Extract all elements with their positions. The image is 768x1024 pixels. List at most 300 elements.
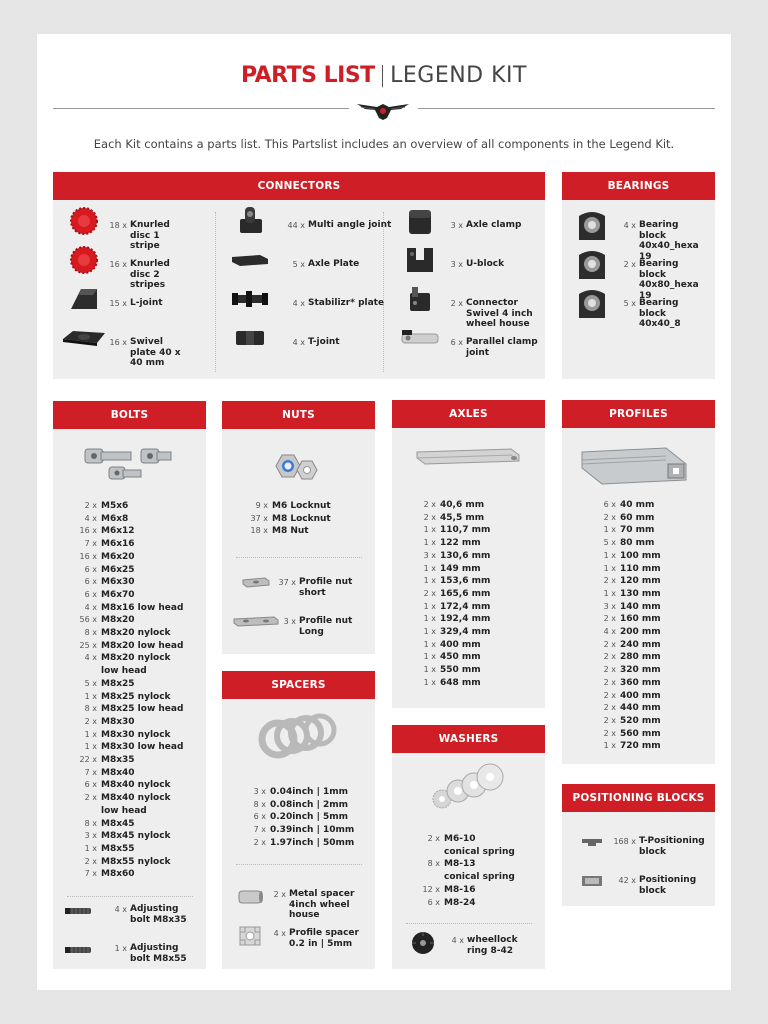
table-row — [416, 499, 510, 512]
row-name-line: 122 mm — [440, 538, 481, 549]
row-quantity: 37 x — [250, 513, 268, 523]
table-row — [416, 613, 510, 626]
row-name-line: M8x25 low head — [101, 704, 184, 715]
spacers-panel — [222, 671, 375, 969]
item-quantity: 42 x — [618, 876, 636, 885]
positioning-heading: POSITIONING BLOCKS — [562, 784, 715, 812]
item-name: Adjusting bolt M8x35 — [130, 904, 187, 925]
row-name-line: 560 mm — [620, 728, 661, 739]
table-row — [75, 500, 193, 513]
table-row — [75, 792, 193, 817]
row-name-line: M8 Nut — [272, 526, 309, 537]
row-quantity: 2 x — [84, 793, 97, 803]
row-quantity: 1 x — [84, 843, 97, 853]
row-quantity: 7 x — [84, 539, 97, 549]
spacers-heading: SPACERS — [222, 671, 375, 699]
row-name — [101, 500, 193, 513]
table-row — [592, 550, 690, 563]
row-quantity: 7 x — [253, 825, 266, 835]
row-name — [101, 602, 193, 615]
row-name — [440, 601, 510, 614]
item-name: Knurled disc 2 stripes — [130, 259, 170, 290]
row-name — [620, 626, 690, 639]
row-name-line: 130 mm — [620, 588, 661, 599]
item-quantity: 2 x — [450, 299, 463, 308]
row-name — [101, 551, 193, 564]
table-row — [242, 799, 364, 812]
table-row — [416, 524, 510, 537]
row-name-line: 648 mm — [440, 677, 481, 688]
dotted-divider — [236, 557, 362, 558]
table-row — [592, 702, 690, 715]
row-quantity: 3 x — [84, 831, 97, 841]
row-name-line: 60 mm — [620, 512, 655, 523]
row-name-line: 165,6 mm — [440, 588, 491, 599]
item-quantity: 4 x — [292, 338, 305, 347]
list-item — [107, 943, 194, 964]
row-name — [101, 678, 193, 691]
row-name-line: M8-13 — [444, 859, 476, 870]
row-name — [101, 691, 193, 704]
row-name-line: 110,7 mm — [440, 525, 491, 536]
table-row — [416, 664, 510, 677]
row-name-line: 440 mm — [620, 703, 661, 714]
table-row — [75, 716, 193, 729]
table-row — [75, 513, 193, 526]
table-row — [416, 884, 524, 897]
table-row — [592, 499, 690, 512]
row-name — [101, 703, 193, 716]
item-name: Bearing block 40x80_hexa 19 — [639, 259, 699, 301]
item-name: Positioning block — [639, 875, 697, 896]
positioning-panel — [562, 784, 715, 906]
row-name — [620, 588, 690, 601]
table-row — [592, 664, 690, 677]
row-quantity: 6 x — [427, 897, 440, 907]
table-row — [242, 500, 352, 513]
row-name — [101, 538, 193, 551]
row-quantity: 2 x — [603, 512, 616, 522]
table-row — [75, 830, 193, 843]
table-row — [242, 786, 364, 799]
row-name — [101, 767, 193, 780]
row-name-line: M6x20 — [101, 551, 135, 562]
column-divider — [215, 212, 216, 372]
row-quantity: 2 x — [84, 856, 97, 866]
list-item — [97, 298, 192, 310]
table-row — [75, 525, 193, 538]
row-quantity: 2 x — [603, 576, 616, 586]
item-quantity: 4 x — [623, 221, 636, 230]
row-name-line: M8x25 nylock — [101, 691, 171, 702]
row-name-line: 0.39inch | 10mm — [270, 825, 355, 836]
item-quantity: 3 x — [283, 617, 296, 626]
washers-list — [416, 833, 524, 909]
row-name — [101, 830, 193, 843]
row-name — [101, 576, 193, 589]
row-name-line: 160 mm — [620, 614, 661, 625]
row-name-line: 120 mm — [620, 576, 661, 587]
row-quantity: 6 x — [84, 780, 97, 790]
row-name — [444, 858, 524, 883]
table-row — [75, 691, 193, 704]
row-name — [440, 677, 510, 690]
table-row — [592, 563, 690, 576]
item-name: wheellock ring 8-42 — [467, 935, 518, 956]
metal-spacer-icon — [230, 885, 270, 909]
row-name — [620, 613, 690, 626]
row-name-line: M6x30 — [101, 577, 135, 588]
table-row — [75, 652, 193, 677]
item-name: Connector Swivel 4 inch wheel house — [466, 298, 533, 329]
bolts-heading: BOLTS — [53, 401, 206, 429]
row-quantity: 16 x — [79, 551, 97, 561]
row-name — [440, 651, 510, 664]
row-name-line: 40,6 mm — [440, 500, 485, 510]
item-quantity: 2 x — [273, 890, 286, 899]
row-quantity: 7 x — [84, 869, 97, 879]
row-name — [620, 550, 690, 563]
row-name-line: M8x40 — [101, 767, 135, 778]
row-name-line: M8x16 low head — [101, 602, 184, 613]
table-row — [75, 818, 193, 831]
table-row — [592, 601, 690, 614]
item-quantity: 4 x — [451, 936, 464, 945]
list-item — [606, 875, 705, 896]
row-quantity: 1 x — [603, 588, 616, 598]
table-row — [75, 589, 193, 602]
table-row — [592, 728, 690, 741]
row-quantity: 1 x — [603, 741, 616, 751]
row-quantity: 1 x — [423, 525, 436, 535]
table-row — [416, 601, 510, 614]
row-quantity: 6 x — [84, 589, 97, 599]
column-divider — [383, 212, 384, 372]
table-row — [416, 677, 510, 690]
item-name: Stabilizr* plate — [308, 298, 385, 308]
wheellock-ring-icon — [408, 928, 438, 958]
item-quantity: 3 x — [450, 221, 463, 230]
table-row — [416, 512, 510, 525]
list-item — [265, 220, 392, 232]
row-quantity: 2 x — [603, 715, 616, 725]
table-row — [416, 858, 524, 883]
table-row — [592, 626, 690, 639]
row-quantity: 5 x — [603, 538, 616, 548]
row-name-line: 1.97inch | 50mm — [270, 837, 355, 848]
row-name — [620, 702, 690, 715]
list-item — [614, 259, 705, 301]
row-name — [101, 589, 193, 602]
row-name — [440, 524, 510, 537]
list-item — [614, 298, 705, 330]
item-name: T-joint — [308, 337, 340, 347]
item-name: Knurled disc 1 stripe — [130, 220, 170, 251]
list-item — [270, 928, 367, 949]
bolts-list — [75, 500, 193, 881]
row-name — [101, 843, 193, 856]
item-name: Swivel plate 40 x 40 mm — [130, 337, 181, 368]
row-quantity: 56 x — [79, 615, 97, 625]
row-name — [101, 856, 193, 869]
list-item — [265, 337, 392, 349]
table-row — [242, 824, 364, 837]
table-row — [75, 729, 193, 742]
adjusting-bolt-icon — [61, 902, 97, 920]
row-quantity: 2 x — [603, 728, 616, 738]
row-name-line: M8x30 low head — [101, 742, 184, 753]
list-item — [444, 935, 529, 956]
row-name — [440, 563, 510, 576]
table-row — [242, 525, 352, 538]
row-name — [440, 499, 510, 512]
row-name-line: M8x35 — [101, 755, 135, 766]
row-name — [620, 537, 690, 550]
row-name-line: 45,5 mm — [440, 512, 485, 523]
row-name — [444, 833, 524, 858]
row-quantity: 1 x — [423, 601, 436, 611]
list-item — [429, 259, 544, 271]
row-name-line: 320 mm — [620, 665, 661, 676]
list-item — [276, 616, 363, 637]
table-row — [75, 703, 193, 716]
row-name — [101, 818, 193, 831]
row-name-line: 149 mm — [440, 563, 481, 574]
row-name — [272, 513, 352, 526]
row-quantity: 2 x — [423, 588, 436, 598]
row-name — [620, 499, 690, 512]
row-name — [440, 588, 510, 601]
item-quantity: 3 x — [450, 260, 463, 269]
list-item — [107, 904, 194, 925]
item-name: T-Positioning block — [639, 836, 705, 857]
row-name-line: M8 Locknut — [272, 513, 331, 524]
list-item — [97, 259, 192, 291]
row-name-line: M8-16 — [444, 884, 476, 895]
row-name — [272, 525, 352, 538]
row-quantity: 8 x — [253, 799, 266, 809]
row-quantity: 1 x — [423, 652, 436, 662]
row-quantity: 18 x — [250, 526, 268, 536]
item-name: Bearing block 40x40_8 — [639, 298, 681, 329]
table-row — [75, 843, 193, 856]
row-name-line: M6x8 — [101, 513, 129, 524]
list-item — [97, 220, 192, 252]
table-row — [75, 754, 193, 767]
row-name-line: M8x40 nylock — [101, 793, 171, 804]
table-row — [416, 537, 510, 550]
item-quantity: 4 x — [273, 929, 286, 938]
row-name — [101, 741, 193, 754]
item-quantity: 168 x — [613, 837, 636, 846]
row-name-line: M8x55 — [101, 843, 135, 854]
title-rule-left — [53, 108, 349, 109]
table-row — [75, 767, 193, 780]
row-name-line: 0.20inch | 5mm — [270, 812, 349, 823]
row-name — [101, 729, 193, 742]
table-row — [242, 837, 364, 850]
row-quantity: 8 x — [427, 859, 440, 869]
wing-logo-icon — [355, 98, 411, 122]
bearing-block-icon — [574, 286, 610, 322]
table-row — [416, 626, 510, 639]
item-quantity: 16 x — [109, 338, 127, 347]
row-quantity: 1 x — [84, 691, 97, 701]
row-name-line: M6x70 — [101, 589, 135, 600]
row-name-line: 520 mm — [620, 715, 661, 726]
row-quantity: 2 x — [84, 716, 97, 726]
row-name-line: M8x55 nylock — [101, 856, 171, 867]
item-name: Metal spacer 4inch wheel house — [289, 889, 355, 920]
washers-image — [428, 763, 508, 813]
row-name — [101, 627, 193, 640]
item-quantity: 37 x — [278, 578, 296, 587]
row-quantity: 5 x — [84, 678, 97, 688]
row-name — [101, 564, 193, 577]
table-row — [592, 512, 690, 525]
row-quantity: 2 x — [603, 652, 616, 662]
row-name-line: M8x30 — [101, 716, 135, 727]
row-name-line: 0.08inch | 2mm — [270, 799, 349, 810]
table-row — [75, 627, 193, 640]
row-quantity: 1 x — [423, 627, 436, 637]
title-bold: PARTS LIST — [241, 63, 375, 88]
row-name — [272, 500, 352, 513]
row-name — [444, 884, 524, 897]
row-name — [620, 677, 690, 690]
row-name-line: M8x45 — [101, 818, 135, 829]
row-quantity: 1 x — [603, 550, 616, 560]
item-quantity: 18 x — [109, 221, 127, 230]
row-quantity: 1 x — [423, 538, 436, 548]
row-name — [620, 524, 690, 537]
item-name: Profile nut Long — [299, 616, 353, 637]
item-name: Axle Plate — [308, 259, 360, 269]
table-row — [592, 740, 690, 753]
row-name-line: M6 Locknut — [272, 501, 331, 511]
row-name-line: 200 mm — [620, 627, 661, 638]
table-row — [242, 513, 352, 526]
table-row — [592, 639, 690, 652]
row-quantity: 8 x — [84, 818, 97, 828]
row-name — [444, 897, 524, 910]
adjusting-bolt-icon — [61, 941, 97, 959]
table-row — [75, 678, 193, 691]
row-quantity: 8 x — [84, 704, 97, 714]
row-name-line: M5x6 — [101, 501, 129, 511]
row-quantity: 25 x — [79, 640, 97, 650]
row-name-line: 130,6 mm — [440, 550, 491, 561]
title-separator: | — [378, 63, 387, 88]
axles-heading: AXLES — [392, 400, 545, 428]
row-name — [101, 513, 193, 526]
table-row — [416, 651, 510, 664]
row-name-line: 280 mm — [620, 652, 661, 663]
row-name — [620, 715, 690, 728]
row-quantity: 3 x — [253, 787, 266, 796]
profile-spacer-icon — [230, 924, 270, 948]
row-quantity: 1 x — [603, 563, 616, 573]
nuts-panel — [222, 401, 375, 654]
table-row — [75, 856, 193, 869]
axles-list — [416, 499, 510, 690]
row-quantity: 4 x — [84, 653, 97, 663]
row-name-line: 40 mm — [620, 500, 655, 510]
row-quantity: 1 x — [423, 639, 436, 649]
intro-text: Each Kit contains a parts list. This Partslist includes an overview of all components in the Legend Kit. — [93, 137, 675, 151]
row-quantity: 12 x — [422, 884, 440, 894]
row-name-line: 140 mm — [620, 601, 661, 612]
bolts-image — [81, 443, 177, 489]
row-name — [620, 563, 690, 576]
row-name — [101, 792, 193, 817]
row-name — [101, 525, 193, 538]
item-quantity: 5 x — [623, 299, 636, 308]
list-item — [429, 337, 544, 358]
row-quantity: 2 x — [423, 512, 436, 522]
row-name-line: 720 mm — [620, 741, 661, 752]
row-quantity: 3 x — [423, 550, 436, 560]
item-quantity: 44 x — [287, 221, 305, 230]
row-quantity: 1 x — [84, 742, 97, 752]
bolts-panel — [53, 401, 206, 969]
row-quantity: 1 x — [423, 677, 436, 687]
dotted-divider — [67, 896, 193, 897]
row-name-line: 450 mm — [440, 652, 481, 663]
row-name — [101, 716, 193, 729]
axle-image — [412, 446, 524, 468]
row-name — [440, 639, 510, 652]
item-quantity: 4 x — [292, 299, 305, 308]
positioning-block-icon — [576, 873, 608, 889]
row-name — [440, 575, 510, 588]
table-row — [592, 651, 690, 664]
row-quantity: 2 x — [603, 703, 616, 713]
item-quantity: 16 x — [109, 260, 127, 269]
row-name-line: 360 mm — [620, 677, 661, 688]
row-name-line: 0.04inch | 1mm — [270, 787, 349, 797]
row-name-line-2: conical spring — [444, 872, 515, 883]
list-item — [270, 889, 367, 921]
row-name-line: M8x25 — [101, 678, 135, 689]
row-name — [101, 640, 193, 653]
row-name-line: 80 mm — [620, 538, 655, 549]
row-name-line: M8x40 nylock — [101, 780, 171, 791]
item-name: Multi angle joint — [308, 220, 392, 230]
item-name: Profile spacer 0.2 in | 5mm — [289, 928, 359, 949]
row-quantity: 9 x — [255, 501, 268, 510]
row-quantity: 2 x — [603, 690, 616, 700]
row-name-line: 400 mm — [440, 639, 481, 650]
washers-heading: WASHERS — [392, 725, 545, 753]
bearing-block-icon — [574, 247, 610, 283]
list-item — [614, 220, 705, 262]
row-name — [270, 837, 364, 850]
row-name-line: M6x16 — [101, 539, 135, 550]
table-row — [75, 640, 193, 653]
row-quantity: 4 x — [603, 627, 616, 637]
item-name: Adjusting bolt M8x55 — [130, 943, 187, 964]
table-row — [592, 715, 690, 728]
title-rule-right — [418, 108, 715, 109]
item-quantity: 1 x — [114, 944, 127, 953]
row-name-line: 70 mm — [620, 525, 655, 536]
item-name: U-block — [466, 259, 505, 269]
profile-nut-icon — [230, 573, 282, 591]
row-name — [440, 512, 510, 525]
row-name — [101, 779, 193, 792]
table-row — [75, 602, 193, 615]
